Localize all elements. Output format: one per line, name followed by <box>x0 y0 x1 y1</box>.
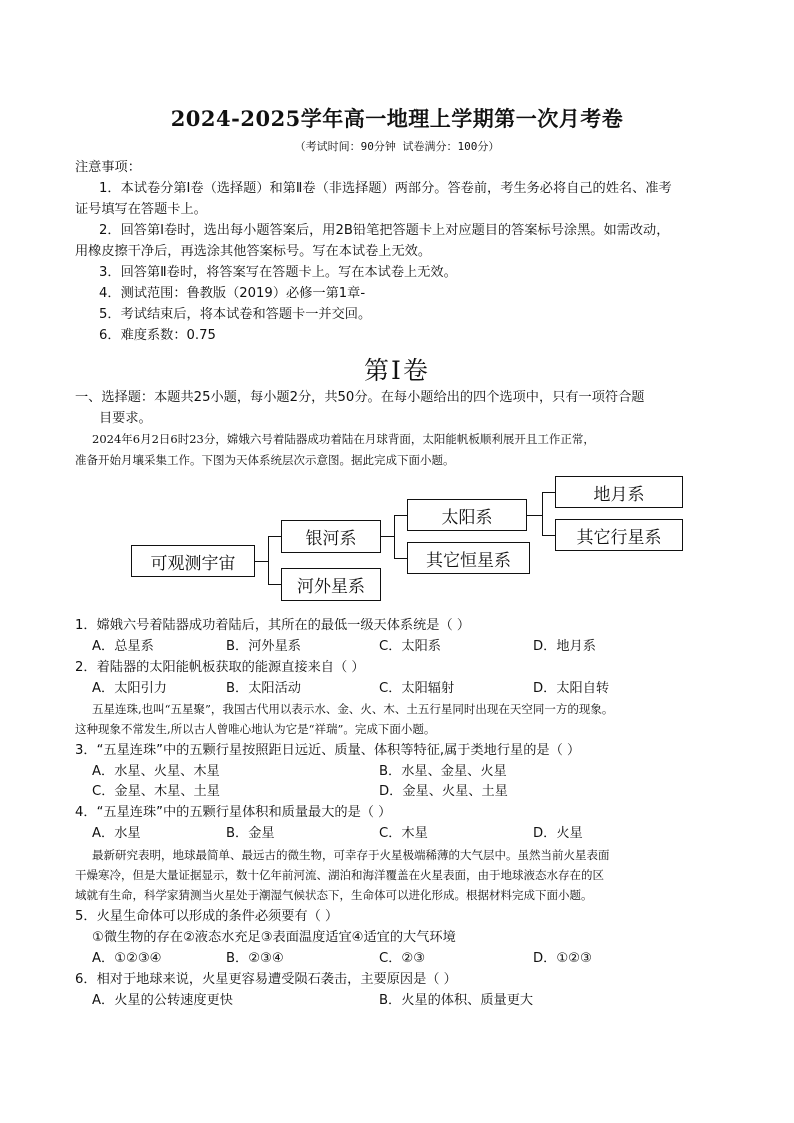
option-a: A．火星的公转速度更快 <box>92 993 233 1008</box>
question-stem: 1．嫦娥六号着陆器成功着陆后，其所在的最低一级天体系统是（ ） <box>75 618 471 633</box>
box-other-galaxies: 河外星系 <box>281 568 381 601</box>
box-observable-universe: 可观测宇宙 <box>131 545 255 577</box>
notice-item: 5．考试结束后，将本试卷和答题卡一并交回。 <box>99 307 372 322</box>
box-earth-moon-system: 地月系 <box>555 476 683 508</box>
passage-text: 准备开始月壤采集工作。下图为天体系统层次示意图。据此完成下面小题。 <box>75 453 455 467</box>
option-d: D．金星、火星、土星 <box>379 784 508 799</box>
passage-text: 最新研究表明，地球最简单、最远古的微生物，可幸存于火星极端稀薄的大气层中。虽然当前火星表面 <box>92 848 610 862</box>
passage-text: 域就有生命，科学家猜测当火星处于潮湿气候状态下，生命体可以进化形成。根据材料完成下面小题。 <box>75 888 593 902</box>
notice-item: 3．回答第Ⅱ卷时，将答案写在答题卡上。写在本试卷上无效。 <box>99 265 457 280</box>
passage-text: 干燥寒冷，但是大量证据显示，数十亿年前河流、湖泊和海洋覆盖在火星表面，由于地球液态水存在的区 <box>75 868 604 882</box>
box-other-star-systems: 其它恒星系 <box>407 542 530 574</box>
connector-line <box>527 515 542 516</box>
connector-line <box>255 561 268 562</box>
notice-item: 证号填写在答题卡上。 <box>75 202 207 217</box>
option-a: A．太阳引力 <box>92 681 167 696</box>
option-c: C．太阳辐射 <box>379 681 455 696</box>
connector-line <box>394 515 395 559</box>
option-b: B．②③④ <box>226 951 284 966</box>
notice-item: 2．回答第Ⅰ卷时，选出每小题答案后，用2B铅笔把答题卡上对应题目的答案标号涂黑。如需改动， <box>99 223 670 238</box>
connector-line <box>542 492 555 493</box>
connector-line <box>394 558 407 559</box>
option-a: A．水星 <box>92 826 141 841</box>
notice-item: 用橡皮擦干净后，再选涂其他答案标号。写在本试卷上无效。 <box>75 244 432 259</box>
question-stem: 5．火星生命体可以形成的条件必须要有（ ） <box>75 909 339 924</box>
option-b: B．河外星系 <box>226 639 301 654</box>
box-milky-way: 银河系 <box>281 520 381 553</box>
connector-line <box>542 492 543 536</box>
question-stem: 2．着陆器的太阳能帆板获取的能源直接来自（ ） <box>75 660 365 675</box>
page-title: 2024-2025学年高一地理上学期第一次月考卷 <box>170 106 624 131</box>
section-instruction: 一、选择题：本题共25小题，每小题2分，共50分。在每小题给出的四个选项中，只有一项符合题 <box>75 390 645 405</box>
option-b: B．金星 <box>226 826 275 841</box>
option-b: B．太阳活动 <box>226 681 301 696</box>
section-heading: 第Ⅰ卷 <box>364 356 430 385</box>
option-b: B．火星的体积、质量更大 <box>379 993 534 1008</box>
option-a: A．①②③④ <box>92 951 162 966</box>
connector-line <box>268 584 281 585</box>
question-conditions: ①微生物的存在②液态水充足③表面温度适宜④适宜的大气环境 <box>92 930 456 945</box>
passage-text: 这种现象不常发生,所以古人曾唯心地认为它是“祥瑞”。完成下面小题。 <box>75 722 436 736</box>
exam-info: （考试时间：90分钟 试卷满分：100分） <box>294 140 500 153</box>
notice-item: 4．测试范围：鲁教版（2019）必修一第1章- <box>99 286 366 301</box>
option-d: D．太阳自转 <box>533 681 610 696</box>
option-d: D．火星 <box>533 826 583 841</box>
box-solar-system: 太阳系 <box>407 499 527 531</box>
connector-line <box>381 536 394 537</box>
option-d: D．①②③ <box>533 951 592 966</box>
option-d: D．地月系 <box>533 639 596 654</box>
option-c: C．金星、木星、土星 <box>92 784 220 799</box>
option-c: C．太阳系 <box>379 639 441 654</box>
option-b: B．水星、金星、火星 <box>379 764 507 779</box>
option-c: C．木星 <box>379 826 428 841</box>
passage-text: 五星连珠,也叫“五星聚”，我国古代用以表示水、金、火、木、土五行星同时出现在天空同一方的现象。 <box>92 702 614 716</box>
notice-item: 6．难度系数：0.75 <box>99 328 216 343</box>
notice-item: 1．本试卷分第Ⅰ卷（选择题）和第Ⅱ卷（非选择题）两部分。答卷前，考生务必将自己的姓名、准考 <box>99 181 672 196</box>
connector-line <box>394 515 407 516</box>
connector-line <box>268 536 281 537</box>
connector-line <box>268 536 269 585</box>
section-instruction: 目要求。 <box>99 411 152 426</box>
passage-text: 2024年6月2日6时23分，嫦娥六号着陆器成功着陆在月球背面，太阳能帆板顺利展开且工作正常， <box>92 432 595 446</box>
box-other-planetary-systems: 其它行星系 <box>555 519 683 551</box>
question-stem: 6．相对于地球来说，火星更容易遭受陨石袭击，主要原因是（ ） <box>75 972 457 987</box>
question-stem: 4．“五星连珠”中的五颗行星体积和质量最大的是（ ） <box>75 805 392 820</box>
option-c: C．②③ <box>379 951 426 966</box>
notice-heading: 注意事项： <box>75 160 141 175</box>
option-a: A．水星、火星、木星 <box>92 764 220 779</box>
option-a: A．总星系 <box>92 639 154 654</box>
question-stem: 3．“五星连珠”中的五颗行星按照距日远近、质量、体积等特征,属于类地行星的是（ ） <box>75 743 581 758</box>
connector-line <box>542 535 555 536</box>
